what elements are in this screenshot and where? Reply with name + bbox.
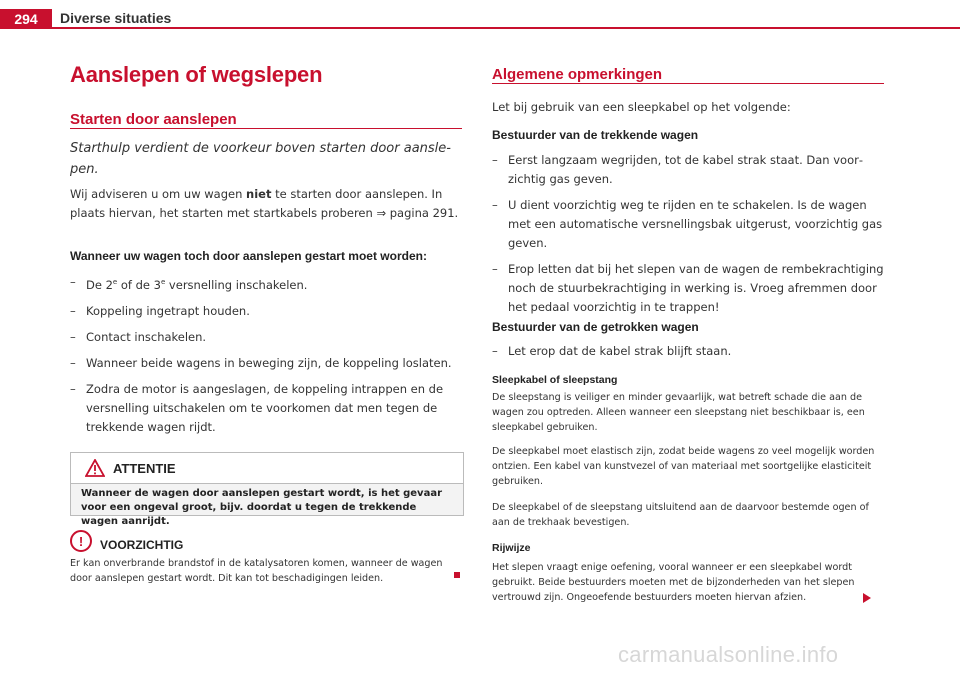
section-title-algemeen: Algemene opmerkingen <box>492 66 663 83</box>
warning-triangle-icon <box>85 459 105 477</box>
paragraph-advice <box>70 185 462 223</box>
paragraph-advice-bold: niet <box>246 187 272 201</box>
section-rule-right <box>492 83 884 84</box>
warning-text: Wanneer de wagen door aanslepen gestart wordt, is het gevaar voor een ongeval groot, bijv. doordat u tegen de trekkende wagen aanrijdt. <box>81 488 443 527</box>
paragraph-advice-part2: te starten door aanslepen. In plaats hiervan, het starten met startkabels proberen ⇒ pagina 291. <box>70 187 459 220</box>
continue-arrow-icon <box>863 593 871 603</box>
warning-header <box>71 453 463 484</box>
paragraph-advice-part1: Wij adviseren u om uw wagen <box>70 187 247 201</box>
trekkende-list <box>492 151 884 324</box>
rijwijze-text: Het slepen vraagt enige oefening, vooral wanneer er een sleepkabel wordt gebruikt. Beide bestuurders moeten met de bijzonderheden van het slepen vertrouwd zijn. Ongeoefende bestuurders moeten hiervan afzien. <box>492 562 855 603</box>
gear-text-b: of de 3 <box>117 277 161 292</box>
list-item: – Contact inschakelen. <box>70 328 462 347</box>
header-rule <box>52 27 960 29</box>
right-intro: Let bij gebruik van een sleepkabel op het volgende: <box>492 100 791 114</box>
section-rule-left <box>70 128 462 129</box>
subheading-instructions: Wanneer uw wagen toch door aanslepen gestart moet worden: <box>70 249 427 263</box>
watermark: carmanualsonline.info <box>618 642 839 667</box>
warning-label: ATTENTIE <box>113 461 176 476</box>
list-item: – Erop letten dat bij het slepen van de wagen de rembekrachtiging noch de stuurbekrachtiging in werking is. Vroeg afremmen door het pedaal voorzichtig in te trappen! <box>492 260 884 317</box>
subheading-getrokken: Bestuurder van de getrokken wagen <box>492 320 699 334</box>
sleepkabel-text-2: De sleepkabel moet elastisch zijn, zodat beide wagens zo veel mogelijk worden ontzien. Een kabel van kunstvezel of van materiaal met soortgelijke elasticiteit gebruiken. <box>492 446 875 487</box>
subheading-sleepkabel: Sleepkabel of sleepstang <box>492 374 618 386</box>
gear-text-a: De 2 <box>86 277 113 292</box>
caution-icon: ! <box>70 530 92 552</box>
list-item: – Eerst langzaam wegrijden, tot de kabel strak staat. Dan voorzichtig gas geven. <box>492 151 884 189</box>
gear-sup-1: e <box>112 278 118 286</box>
caution-label: VOORZICHTIG <box>100 538 184 552</box>
getrokken-list <box>492 342 884 368</box>
sleepkabel-text-3: De sleepkabel of de sleepstang uitsluitend aan de daarvoor bestemde ogen of aan de trekhaak bevestigen. <box>492 502 869 528</box>
section-title-aanslepen: Starten door aanslepen <box>70 111 237 128</box>
page-number: 294 <box>0 9 52 29</box>
header-section-title: Diverse situaties <box>60 10 172 26</box>
subheading-trekkende: Bestuurder van de trekkende wagen <box>492 128 699 142</box>
section-end-marker <box>454 572 460 578</box>
list-item: – Zodra de motor is aangeslagen, de koppeling intrappen en de versnelling uitschakelen om te voorkomen dat men tegen de trekkende wagen rijdt. <box>70 380 462 437</box>
gear-sup-2: e <box>160 278 166 286</box>
instruction-list <box>70 273 462 444</box>
list-item: – U dient voorzichtig weg te rijden en te schakelen. Is de wagen met een automatische versnellingsbak uitgerust, voorzichtig gas geven. <box>492 196 884 253</box>
list-item: – Wanneer beide wagens in beweging zijn, de koppeling loslaten. <box>70 354 462 373</box>
gear-text-c: versnelling inschakelen. <box>165 277 308 292</box>
sleepkabel-text-1: De sleepstang is veiliger en minder gevaarlijk, wat betreft schade die aan de wagen zou optreden. Alleen wanneer een sleepstang niet beschikbaar is, een sleepkabel gebruiken. <box>492 392 865 433</box>
list-item: – Let erop dat de kabel strak blijft staan. <box>492 342 884 361</box>
warning-box <box>70 452 464 527</box>
page-title: Aanslepen of wegslepen <box>70 62 323 87</box>
list-item <box>70 273 462 295</box>
list-item: – Koppeling ingetrapt houden. <box>70 302 462 321</box>
intro-text: Starthulp verdient de voorkeur boven starten door aanslepen. <box>70 141 451 177</box>
caution-text: Er kan onverbrande brandstof in de katalysatoren komen, wanneer de wagen door aanslepen gestart wordt. Dit kan tot beschadigingen leiden. <box>70 558 443 584</box>
subheading-rijwijze: Rijwijze <box>492 542 531 554</box>
